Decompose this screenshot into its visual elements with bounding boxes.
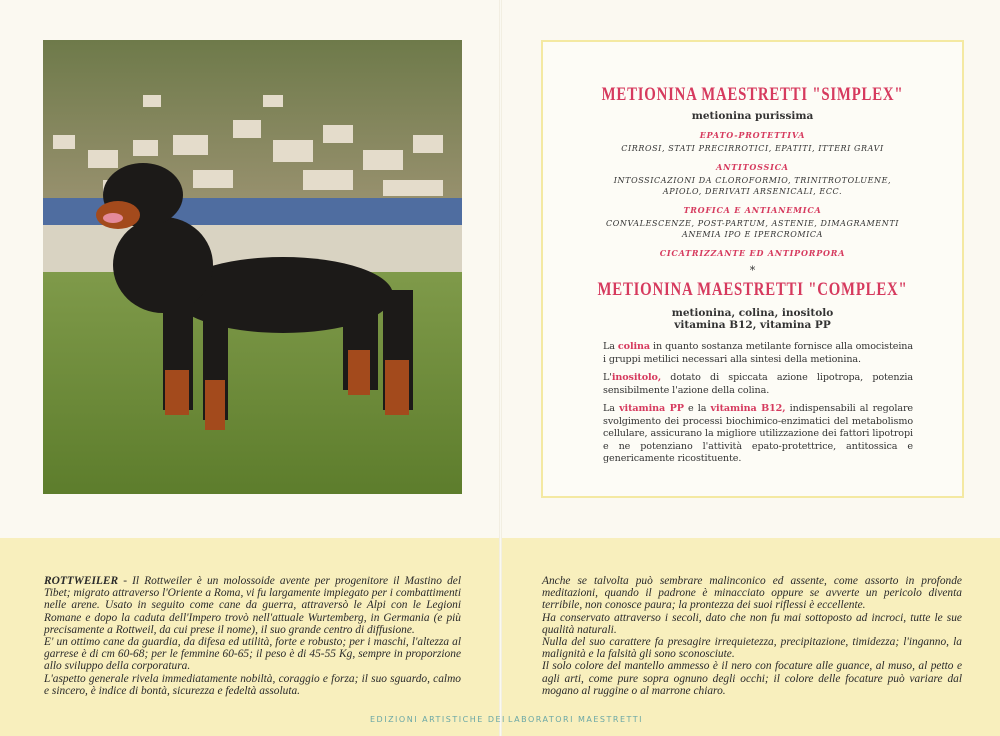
page-fold — [499, 0, 502, 736]
separator-star: * — [749, 264, 756, 277]
vitamina-paragraph: La vitamina PP e la vitamina B12, indispensabili al regolare svolgimento dei processi biochimico-enzimatici del metabolismo cellulare, assicurano la migliore utilizzazione dei fattori lipotropi e ne potenziano l'attività epato-protettrice, antitossica e genericamente ricostituente. — [603, 403, 914, 464]
section-heading: TROFICA E ANTIANEMICA — [683, 205, 822, 215]
publisher-footer-right: LABORATORI MAESTRETTI — [508, 715, 643, 724]
character-paragraph: Nulla del suo carattere fa presagire irrequietezza, precipitazione, timidezza; l'inganno, la malignità e la falsità gli sono sconosciute. — [542, 636, 962, 661]
colina-paragraph: La colina in quanto sostanza metilante fornisce alla omocisteina i gruppi metilici necessari alla sintesi della metionina. — [603, 341, 913, 365]
character-paragraph: Il solo colore del mantello ammesso è il nero con focature alle guance, al muso, al petto e agli arti, come pure sopra ognuno degli occhi; il colore delle focature può variare dal mogano al ruggine o al marrone chiaro. — [542, 660, 962, 697]
character-paragraph: Ha conservato attraverso i secoli, dato che non fu mai sottoposto ad incroci, tutte le sue qualità naturali. — [542, 611, 962, 636]
simplex-title: METIONINA MAESTRETTI "SIMPLEX" — [601, 84, 904, 105]
inositolo-paragraph: L'inositolo, dotato di spiccata azione lipotropa, potenzia sensibilmente l'azione della colina. — [603, 372, 913, 396]
section-text: INTOSSICAZIONI DA CLOROFORMIO, TRINITROTOLUENE, APIOLO, DERIVATI ARSENICALI, ECC. — [613, 176, 892, 196]
breed-paragraph: E' un ottimo cane da guardia, da difesa ed utilità, forte e robusto; per i maschi, l'altezza al garrese è di cm 60-68; per le femmine 60-65; il peso è di 45-55 Kg, sempre in proporzione allo sviluppo della corporatura. — [44, 636, 461, 673]
complex-title: METIONINA MAESTRETTI "COMPLEX" — [597, 279, 908, 300]
character-description — [542, 575, 962, 697]
section-heading: EPATO-PROTETTIVA — [699, 130, 806, 140]
section-heading: ANTITOSSICA — [716, 162, 789, 172]
character-paragraph: Anche se talvolta può sembrare malinconico ed assente, come assorto in profonde meditazioni, quando il padrone è minacciato oppure se avverte un pericolo diventa terribile, non conosce paura; la prontezza dei suoi riflessi è eccellente. — [542, 575, 962, 612]
complex-subtitle: metionina, colina, inositolo — [671, 307, 834, 319]
simplex-subtitle: metionina purissima — [691, 110, 814, 122]
rottweiler-photo — [43, 40, 462, 494]
breed-description — [44, 575, 461, 697]
publisher-footer-left: EDIZIONI ARTISTICHE DEI — [370, 715, 506, 724]
breed-paragraph: L'aspetto generale rivela immediatamente nobiltà, coraggio e forza; il suo sguardo, calmo e sincero, è indice di bontà, sicurezza e fedeltà assoluta. — [44, 672, 461, 697]
section-text: CIRROSI, STATI PRECIRROTICI, EPATITI, ITTERI GRAVI — [621, 144, 884, 153]
breed-paragraph: ROTTWEILER - Il Rottweiler è un molossoide avente per progenitore il Mastino del Tibet; migrato attraverso l'Oriente a Roma, vi fu largamente impiegato per i combattimenti nelle arene. Usato in seguito come cane da guerra, attraversò le Alpi con le Legioni Romane e dopo la caduta dell'Impero trovò nell'attuale Wurtemberg, in Germania (e più precisamente a Rottweil, da cui prese il nome), il suo grande centro di diffusione. — [44, 575, 461, 636]
product-panel — [541, 40, 964, 498]
section-text: CONVALESCENZE, POST-PARTUM, ASTENIE, DIMAGRAMENTI ANEMIA IPO E IPERCROMICA — [605, 219, 900, 239]
section-heading: CICATRIZZANTE ED ANTIPORPORA — [659, 248, 846, 258]
complex-subtitle-2: vitamina B12, vitamina PP — [674, 319, 831, 331]
